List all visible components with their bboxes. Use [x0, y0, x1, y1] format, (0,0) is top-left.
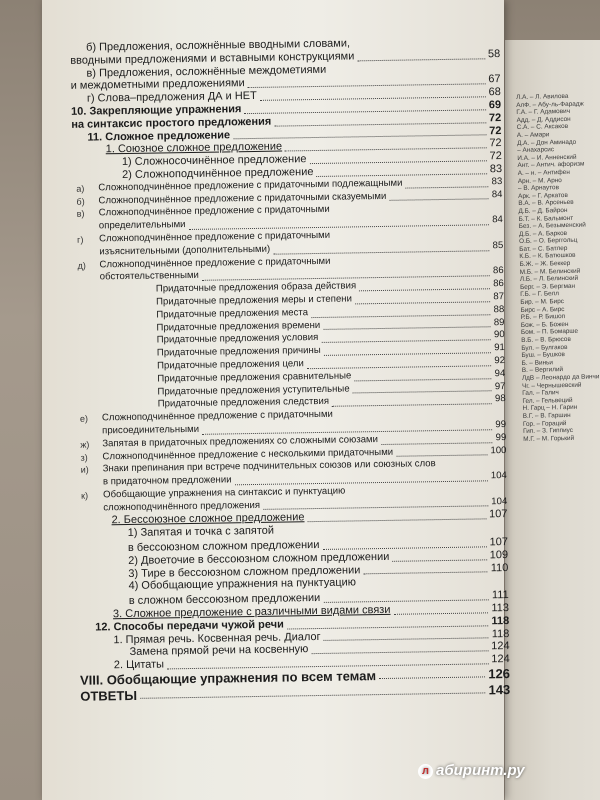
toc-entry-title: 1. Союзное сложное предложение — [105, 140, 283, 156]
toc-page-number: 118 — [491, 614, 510, 628]
toc-entry-title: 2. Бессоюзное сложное предложение — [111, 511, 305, 527]
toc-page-number: 68 — [488, 86, 501, 99]
toc-entry-title: 1. Прямая речь. Косвенная речь. Диалог — [113, 630, 321, 646]
right-page-line: О.Б. – О. Берггольц — [519, 237, 578, 246]
right-page-line: Ант. – Антич. афоризм — [517, 160, 585, 170]
toc-page-number: 107 — [489, 536, 509, 549]
toc-entry-title: 2. Цитаты — [113, 658, 165, 672]
right-page-line: Гип. – З. Гиппиус — [522, 427, 574, 436]
toc-entry-title: Придаточные предложения сравнительные — [157, 370, 352, 385]
right-page-line: И.А. – И. Анненский — [517, 153, 577, 162]
right-page-line: С.А. – С. Аксаков — [516, 123, 569, 132]
toc-leader-dots — [235, 467, 488, 485]
toc-entry-title: 10. Закрепляющие упражнения — [71, 103, 242, 118]
toc-leader-dots — [307, 506, 486, 523]
right-page-line: Бир. – М. Бирс — [520, 298, 565, 306]
toc-page-number: 72 — [489, 150, 502, 163]
toc-page-number: 94 — [494, 367, 506, 379]
right-page-line: Бат. – С. Батлер — [519, 244, 568, 253]
right-page-line: Л.А. – Л. Авилова — [516, 92, 569, 101]
toc-entry-title: Придаточные предложения уступительные — [157, 383, 350, 398]
toc-entry-title: 1) Сложносочинённое предложение — [121, 153, 307, 169]
toc-page-number: 72 — [489, 137, 502, 150]
toc-page-number: 72 — [489, 124, 502, 137]
right-page-line: Бул. – Булгаков — [521, 343, 568, 352]
toc-marker: з) — [80, 452, 88, 463]
toc-entry-title: Сложноподчинённое предложение с придаточными — [99, 255, 331, 270]
toc-entry-title: VIII. Обобщающие упражнения по всем темам — [79, 668, 377, 688]
toc-entry-title: сложноподчинённого предложения — [103, 499, 261, 514]
right-page-line: Бирс – А. Бирс — [520, 305, 565, 314]
right-page-line: Чг. – Чернышевский — [522, 381, 582, 390]
right-page-line: Бом. – П. Бомарше — [520, 328, 579, 337]
right-page-line: Бож. – Б. Божен — [520, 320, 569, 329]
toc-leader-dots — [379, 663, 485, 678]
toc-page-number: 90 — [493, 329, 505, 341]
toc-page-number: 107 — [489, 508, 508, 521]
right-page-line: Г.А. – Г. Адамович — [516, 108, 571, 117]
right-page-line: Б.Т. – К. Бальмонт — [518, 214, 574, 223]
toc-marker: а) — [76, 183, 85, 194]
toc-page-number: 91 — [494, 342, 505, 354]
right-page-line: Арк. – Г. Аркатов — [518, 191, 568, 200]
right-page-line: А. – н. – Антифен — [517, 168, 570, 177]
toc-entry-title: Сложноподчинённое предложение с придаточными — [101, 408, 333, 424]
toc-entry-title: 11. Сложное предложение — [87, 128, 231, 144]
toc-page-number: 84 — [492, 214, 503, 226]
toc-entry-title: в придаточном предложении — [102, 474, 232, 488]
toc-entry-title: Сложноподчинённое предложение с придаточными сказуемыми — [98, 190, 387, 206]
toc-marker: к) — [81, 490, 89, 501]
right-page-line: Гел. – Гельвеций — [522, 396, 573, 405]
toc-marker: в) — [76, 208, 85, 220]
right-page-line: В.А. – В. Арсеньев — [518, 199, 574, 208]
toc-page-number: 85 — [492, 239, 504, 251]
toc-page-number: 124 — [491, 653, 510, 666]
toc-entry-title: обстоятельственными — [99, 270, 199, 283]
toc-page-number: 58 — [487, 47, 501, 61]
toc-entry-title: Придаточные предложения образа действия — [155, 280, 357, 295]
toc-page-number: 104 — [491, 495, 508, 507]
right-page-line: Б.Ж. – Ж. Беккер — [519, 259, 571, 269]
right-page-line: В. – Вергилий — [521, 366, 564, 375]
toc-page-number: 86 — [493, 278, 504, 290]
toc-entry-title: Запятая в придаточных предложениях со сложными союзами — [102, 433, 379, 450]
toc-entry-title: Сложноподчинённое предложение с несколькими придаточными — [102, 446, 394, 462]
toc-page-number: 99 — [495, 431, 507, 443]
table-of-contents — [60, 35, 510, 705]
toc-entry-title: Придаточные предложения места — [156, 306, 309, 321]
right-page-line: Гор. – Гораций — [522, 419, 567, 428]
right-page-line: – Анахарсис — [517, 146, 555, 155]
toc-marker: ж) — [80, 439, 90, 450]
right-page-line: Р.Б. – Р. Бишоп — [520, 313, 566, 322]
toc-entry-title: Сложноподчинённое предложение с придаточными — [99, 229, 331, 245]
toc-page-number: 87 — [493, 290, 505, 303]
toc-entry-title: 3) Тире в бессоюзном сложном предложении — [128, 564, 361, 580]
toc-leader-dots — [273, 237, 489, 254]
right-page-line: А. – Амари — [516, 131, 550, 139]
toc-entry-title: 1) Запятая и точка с запятой — [127, 524, 275, 540]
toc-page-number: 67 — [488, 73, 501, 86]
toc-page-number: 89 — [493, 316, 505, 328]
toc-page-number: 124 — [491, 640, 510, 653]
toc-leader-dots — [332, 391, 492, 407]
toc-entry-title: на синтаксис простого предложения — [71, 115, 272, 131]
toc-page-number: 84 — [491, 188, 503, 200]
right-page-line: – В. Арнаутов — [517, 184, 560, 193]
toc-marker: д) — [77, 260, 86, 271]
toc-entry-title: изъяснительными (дополнительными) — [99, 243, 271, 258]
toc-entry-title: г) Слова–предложения ДА и НЕТ — [86, 90, 257, 105]
right-page-line: Берг. – Э. Бергман — [519, 282, 576, 291]
toc-page-number: 86 — [492, 265, 504, 277]
toc-entry-title: 2) Двоеточие в бессоюзном сложном предложении — [128, 550, 390, 567]
right-page-line: Без. – А. Безыменский — [518, 221, 586, 231]
toc-entry-title: Придаточные предложения следствия — [157, 396, 330, 410]
watermark — [418, 762, 525, 779]
right-page-line: Д.Б. – А. Барков — [518, 229, 568, 238]
toc-page-number: 83 — [489, 163, 503, 176]
toc-entry-title: Придаточные предложения времени — [156, 319, 321, 334]
toc-page-number: 109 — [489, 548, 509, 562]
toc-entry-title: в) Предложения, осложнённые междометиями — [86, 63, 327, 80]
toc-leader-dots — [389, 186, 488, 201]
toc-page-number: 99 — [495, 418, 507, 431]
right-page-line: К.Б. – К. Батюшков — [519, 252, 576, 261]
toc-page-number: 110 — [490, 561, 509, 574]
toc-entry-title: Сложноподчинённое предложение с придаточными подлежащными — [98, 177, 403, 194]
toc-leader-dots — [357, 45, 485, 61]
right-page-line: Арн. – М. Арно — [517, 176, 562, 185]
toc-page-number: 97 — [494, 380, 506, 392]
toc-page-number: 88 — [493, 303, 505, 315]
watermark-text: абиринт.ру — [436, 762, 525, 779]
toc-page-number: 92 — [494, 354, 506, 367]
right-page-line: Н. Гарц – Н. Гарин — [522, 404, 578, 413]
right-page-line: Л.Б. – Л. Белинский — [519, 274, 579, 284]
toc-entry-title: 12. Способы передачи чужой речи — [95, 618, 284, 634]
toc-page-number: 98 — [494, 393, 506, 405]
right-page-line: М.Б. – М. Белинский — [519, 267, 581, 276]
toc-page-number: 118 — [491, 627, 510, 640]
right-page-line: Д.Б. – Д. Байрон — [518, 206, 568, 215]
toc-page-number: 111 — [491, 589, 509, 602]
toc-entry-title: 3. Сложное предложение с различными видами связи — [112, 603, 391, 621]
toc-entry-title: Обобщающие упражнения на синтаксис и пунктуацию — [103, 485, 346, 501]
toc-entry-title: 2) Сложноподчинённое предложение — [122, 166, 314, 182]
toc-entry-title: Придаточные предложения меры и степени — [156, 293, 353, 308]
toc-entry-title: Знаки препинания при встрече подчинительных союзов или союзных слов — [102, 458, 436, 475]
toc-entry-title: 4) Обобщающие упражнения на пунктуацию — [128, 576, 357, 593]
toc-page-number: 83 — [491, 175, 503, 188]
toc-entry-title: вводными предложениями и вставными конструкциями — [70, 50, 355, 67]
toc-entry-title: определительными — [98, 219, 186, 232]
toc-entry-title: Придаточные предложения цели — [157, 358, 304, 372]
toc-leader-dots — [396, 442, 487, 457]
toc-entry-title: б) Предложения, осложнённые вводными словами, — [85, 37, 351, 54]
toc-marker: б) — [76, 196, 85, 207]
toc-entry-title: Замена прямой речи на косвенную — [129, 643, 309, 659]
toc-marker: е) — [79, 413, 89, 424]
labirint-logo-icon: л — [418, 764, 433, 779]
right-page-line: В.Г. – В. Гаршин — [522, 411, 571, 420]
toc-entry-title: Сложноподчинённое предложение с придаточными — [98, 204, 330, 219]
right-page-line: Адд. – Д. Аддисон — [516, 115, 571, 124]
toc-entry-title: в сложном бессоюзном предложении — [128, 592, 321, 608]
toc-entry-title: Придаточные предложения причины — [156, 345, 321, 359]
toc-page-number: 100 — [490, 444, 507, 456]
toc-page-number: 126 — [488, 666, 511, 682]
toc-page-number: 143 — [488, 682, 511, 698]
right-page-line: Гал. – Галич — [522, 389, 559, 398]
toc-page-number: 113 — [491, 602, 510, 615]
right-page-line: Буш. – Бушков — [521, 351, 565, 360]
right-page-line: АлФ. – Абу-ль-Фарадж — [516, 100, 584, 109]
toc-page-number: 72 — [488, 111, 502, 125]
toc-marker: и) — [80, 464, 89, 476]
right-page-text — [516, 92, 600, 443]
right-page-line: ЛдВ – Леонардо да Винчи — [521, 373, 600, 382]
right-page-line: М.Г. – М. Горький — [523, 434, 575, 443]
right-page-line: Д.А. – Дон Аминадо — [516, 138, 577, 147]
toc-marker: г) — [77, 234, 84, 245]
toc-entry-title: в бессоюзном сложном предложении — [127, 539, 320, 555]
toc-entry-title: и междометными предложениями — [70, 77, 245, 93]
right-page-line: Г.Б. – Г. Белл — [520, 290, 560, 299]
toc-entry-title: Придаточные предложения условия — [156, 332, 319, 346]
right-page-line: Б. – Виньи — [521, 359, 554, 367]
toc-entry-title: присоединительными — [102, 423, 200, 437]
toc-page-number: 69 — [488, 99, 502, 112]
toc-leader-dots — [363, 559, 487, 575]
toc-entry-title: ОТВЕТЫ — [80, 687, 138, 704]
toc-page-number: 104 — [490, 470, 507, 482]
right-page-line: В.Б. – В. Брюсов — [521, 335, 571, 344]
